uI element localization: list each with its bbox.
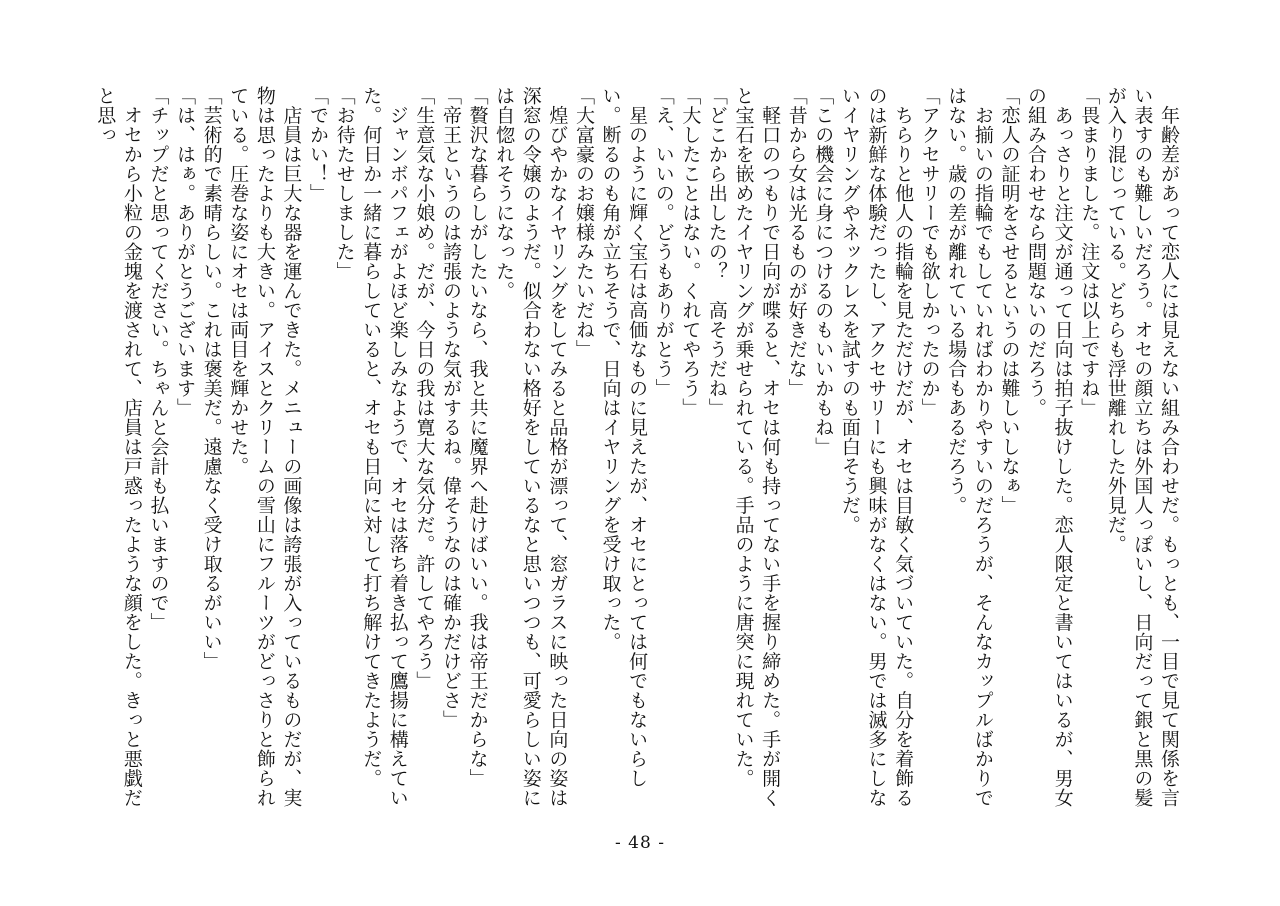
paragraph: 「は、はぁ。ありがとうございます」 xyxy=(174,86,197,418)
paragraph: お揃いの指輪でもしていればわかりやすいのだろうが、そんなカップルばかりではない。歳の差が離れている場合もあるだろう。 xyxy=(945,86,994,808)
paragraph: 「畏まりました。注文は以上ですね」 xyxy=(1078,86,1101,418)
paragraph: 「チップだと思ってください。ちゃんと会計も払いますので」 xyxy=(147,86,170,632)
paragraph: 「アクセサリーでも欲しかったのか」 xyxy=(918,86,941,418)
paragraph: 「帝王というのは誇張のような気がするね。偉そうなのは確かだけどさ」 xyxy=(439,86,462,730)
paragraph: 「大富豪のお嬢様みたいだね」 xyxy=(572,86,595,359)
vertical-text-body xyxy=(94,86,1182,826)
paragraph: 「昔から女は光るものが好きだな」 xyxy=(785,86,808,398)
paragraph: 「どこから出したの？ 高そうだね」 xyxy=(705,86,728,418)
paragraph: ジャンボパフェがよほど楽しみなようで、オセは落ち着き払って鷹揚に構えていた。何日か一緒に暮らしていると、オセも日向に対して打ち解けてきたようだ。 xyxy=(360,86,409,808)
paragraph: あっさりと注文が通って日向は拍子抜けした。恋人限定と書いてはいるが、男女の組み合わせなら問題ないのだろう。 xyxy=(1025,86,1074,808)
paragraph: 「でかい！」 xyxy=(307,86,329,203)
paragraph: オセから小粒の金塊を渡されて、店員は戸惑ったような顔をした。きっと悪戯だと思っ xyxy=(94,86,143,808)
page-number: - 48 - xyxy=(615,833,665,853)
paragraph: 「お待たせしました」 xyxy=(333,86,356,281)
paragraph: 「芸術的で素晴らしい。これは褒美だ。遠慮なく受け取るがいい」 xyxy=(200,86,223,671)
paragraph: 星のように輝く宝石は高価なものに見えたが、オセにとっては何でもないらしい。断るのも角が立ちそうで、日向はイヤリングを受け取った。 xyxy=(599,86,649,788)
paragraph: 「贅沢な暮らしがしたいなら、我と共に魔界へ赴けばいい。我は帝王だからな」 xyxy=(466,86,489,788)
paragraph: 煌びやかなイヤリングをしてみると品格が漂って、窓ガラスに映った日向の姿は深窓の令嬢のようだ。似合わない格好をしているなと思いつつも、可愛らしい姿には自惚れそうになった。 xyxy=(493,86,569,808)
paragraph: 「大したことはない。くれてやろう」 xyxy=(679,86,702,418)
paragraph: 店員は巨大な器を運んできた。メニューの画像は誇張が入っているものだが、実物は思ったよりも大きい。アイスとクリームの雪山にフルーツがどっさりと飾られている。圧巻な姿にオセは両目を輝かせた。 xyxy=(227,86,303,808)
paragraph: 「この機会に身につけるのもいいかもね」 xyxy=(812,86,835,457)
paragraph: 軽口のつもりで日向が喋ると、オセは何も持ってない手を握り締めた。手が開くと宝石を嵌めたイヤリングが乗せられている。手品のように唐突に現れていた。 xyxy=(732,86,782,808)
paragraph: 「え、いいの。どうもありがとう」 xyxy=(652,86,675,398)
paragraph: 「生意気な小娘め。だが、今日の我は寛大な気分だ。許してやろう」 xyxy=(413,86,436,691)
paragraph: 「恋人の証明をさせるというのは難しいしなぁ」 xyxy=(998,86,1021,515)
paragraph: 年齢差があって恋人には見えない組み合わせだ。もっとも、一目で見て関係を言い表すのも難しいだろう。オセの顔立ちは外国人っぽいし、日向だって銀と黒の髪が入り混じっている。どちらも浮世離れした外見だ。 xyxy=(1104,86,1180,808)
paragraph: ちらりと他人の指輪を見ただけだが、オセは目敏く気づいていた。自分を着飾るのは新鮮な体験だったし、アクセサリーにも興味がなくはない。男では滅多にしないイヤリングやネックレスを試すのも面白そうだ。 xyxy=(838,86,915,808)
